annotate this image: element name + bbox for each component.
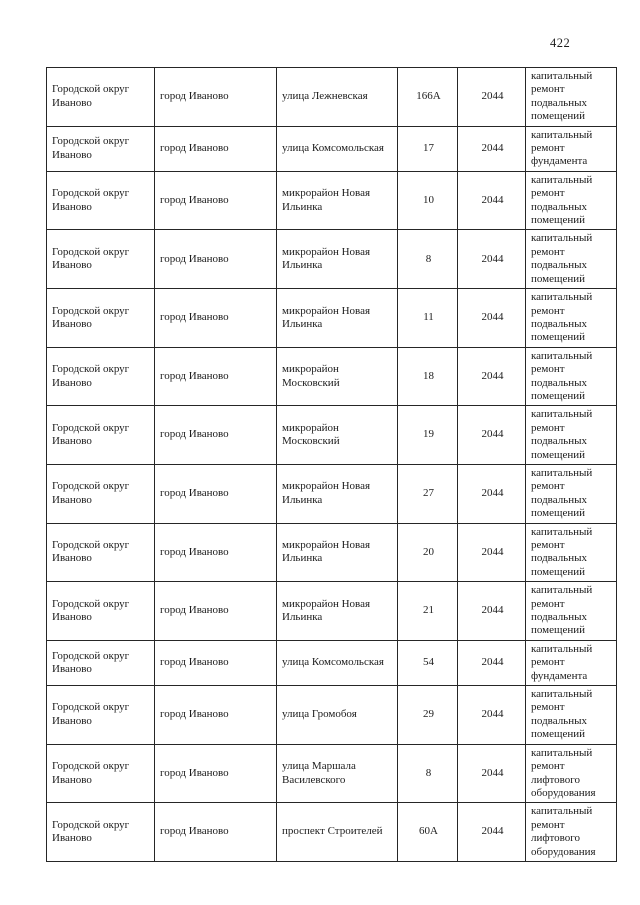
cell-year: 2044 xyxy=(458,640,526,685)
cell-work: капитальный ремонт подвальных помещений xyxy=(526,68,617,127)
cell-year: 2044 xyxy=(458,126,526,171)
cell-house: 11 xyxy=(398,289,458,348)
cell-year: 2044 xyxy=(458,406,526,465)
cell-street: улица Лежневская xyxy=(277,68,398,127)
cell-city: город Иваново xyxy=(155,686,277,745)
cell-work: капитальный ремонт лифтового оборудования xyxy=(526,803,617,862)
cell-city: город Иваново xyxy=(155,523,277,582)
table-row xyxy=(47,582,617,641)
table-row xyxy=(47,68,617,127)
cell-street: микрорайон Новая Ильинка xyxy=(277,582,398,641)
cell-street: микрорайон Московский xyxy=(277,347,398,406)
cell-year: 2044 xyxy=(458,523,526,582)
cell-street: микрорайон Новая Ильинка xyxy=(277,464,398,523)
cell-year: 2044 xyxy=(458,171,526,230)
cell-street: улица Комсомольская xyxy=(277,126,398,171)
cell-house: 54 xyxy=(398,640,458,685)
cell-house: 60А xyxy=(398,803,458,862)
cell-city: город Иваново xyxy=(155,68,277,127)
cell-city: город Иваново xyxy=(155,289,277,348)
cell-district: Городской округ Иваново xyxy=(47,230,155,289)
cell-work: капитальный ремонт подвальных помещений xyxy=(526,464,617,523)
cell-work: капитальный ремонт подвальных помещений xyxy=(526,582,617,641)
table-row xyxy=(47,686,617,745)
cell-city: город Иваново xyxy=(155,803,277,862)
cell-street: улица Комсомольская xyxy=(277,640,398,685)
cell-district: Городской округ Иваново xyxy=(47,686,155,745)
cell-city: город Иваново xyxy=(155,171,277,230)
cell-house: 10 xyxy=(398,171,458,230)
cell-district: Городской округ Иваново xyxy=(47,406,155,465)
cell-work: капитальный ремонт подвальных помещений xyxy=(526,523,617,582)
cell-work: капитальный ремонт подвальных помещений xyxy=(526,289,617,348)
cell-street: микрорайон Новая Ильинка xyxy=(277,230,398,289)
cell-year: 2044 xyxy=(458,464,526,523)
cell-district: Городской округ Иваново xyxy=(47,289,155,348)
cell-house: 19 xyxy=(398,406,458,465)
cell-work: капитальный ремонт подвальных помещений xyxy=(526,171,617,230)
cell-district: Городской округ Иваново xyxy=(47,68,155,127)
cell-year: 2044 xyxy=(458,347,526,406)
cell-street: микрорайон Новая Ильинка xyxy=(277,289,398,348)
cell-work: капитальный ремонт подвальных помещений xyxy=(526,686,617,745)
cell-house: 8 xyxy=(398,744,458,803)
cell-house: 8 xyxy=(398,230,458,289)
table-row xyxy=(47,744,617,803)
cell-city: город Иваново xyxy=(155,406,277,465)
cell-house: 27 xyxy=(398,464,458,523)
cell-street: микрорайон Новая Ильинка xyxy=(277,523,398,582)
repairs-table-body xyxy=(47,68,617,862)
table-row xyxy=(47,289,617,348)
cell-district: Городской округ Иваново xyxy=(47,803,155,862)
cell-work: капитальный ремонт подвальных помещений xyxy=(526,347,617,406)
cell-year: 2044 xyxy=(458,289,526,348)
cell-house: 29 xyxy=(398,686,458,745)
table-row xyxy=(47,464,617,523)
cell-house: 17 xyxy=(398,126,458,171)
table-row xyxy=(47,523,617,582)
cell-city: город Иваново xyxy=(155,640,277,685)
cell-house: 166А xyxy=(398,68,458,127)
cell-district: Городской округ Иваново xyxy=(47,347,155,406)
cell-street: улица Маршала Василевского xyxy=(277,744,398,803)
table-row xyxy=(47,171,617,230)
cell-district: Городской округ Иваново xyxy=(47,464,155,523)
table-row xyxy=(47,126,617,171)
cell-year: 2044 xyxy=(458,686,526,745)
cell-work: капитальный ремонт фундамента xyxy=(526,640,617,685)
cell-year: 2044 xyxy=(458,582,526,641)
cell-street: улица Громобоя xyxy=(277,686,398,745)
cell-year: 2044 xyxy=(458,744,526,803)
cell-year: 2044 xyxy=(458,230,526,289)
cell-house: 20 xyxy=(398,523,458,582)
cell-city: город Иваново xyxy=(155,464,277,523)
cell-house: 18 xyxy=(398,347,458,406)
cell-district: Городской округ Иваново xyxy=(47,640,155,685)
cell-city: город Иваново xyxy=(155,347,277,406)
table-row xyxy=(47,347,617,406)
cell-district: Городской округ Иваново xyxy=(47,744,155,803)
cell-street: проспект Строителей xyxy=(277,803,398,862)
cell-work: капитальный ремонт лифтового оборудования xyxy=(526,744,617,803)
cell-city: город Иваново xyxy=(155,126,277,171)
table-row xyxy=(47,230,617,289)
repairs-table xyxy=(46,67,617,862)
cell-street: микрорайон Новая Ильинка xyxy=(277,171,398,230)
cell-district: Городской округ Иваново xyxy=(47,171,155,230)
cell-city: город Иваново xyxy=(155,744,277,803)
cell-work: капитальный ремонт фундамента xyxy=(526,126,617,171)
cell-street: микрорайон Московский xyxy=(277,406,398,465)
cell-work: капитальный ремонт подвальных помещений xyxy=(526,406,617,465)
table-row xyxy=(47,640,617,685)
cell-work: капитальный ремонт подвальных помещений xyxy=(526,230,617,289)
cell-house: 21 xyxy=(398,582,458,641)
cell-city: город Иваново xyxy=(155,582,277,641)
cell-district: Городской округ Иваново xyxy=(47,126,155,171)
cell-district: Городской округ Иваново xyxy=(47,582,155,641)
page-number: 422 xyxy=(550,36,571,50)
table-row xyxy=(47,406,617,465)
cell-city: город Иваново xyxy=(155,230,277,289)
cell-year: 2044 xyxy=(458,68,526,127)
cell-district: Городской округ Иваново xyxy=(47,523,155,582)
cell-year: 2044 xyxy=(458,803,526,862)
table-row xyxy=(47,803,617,862)
